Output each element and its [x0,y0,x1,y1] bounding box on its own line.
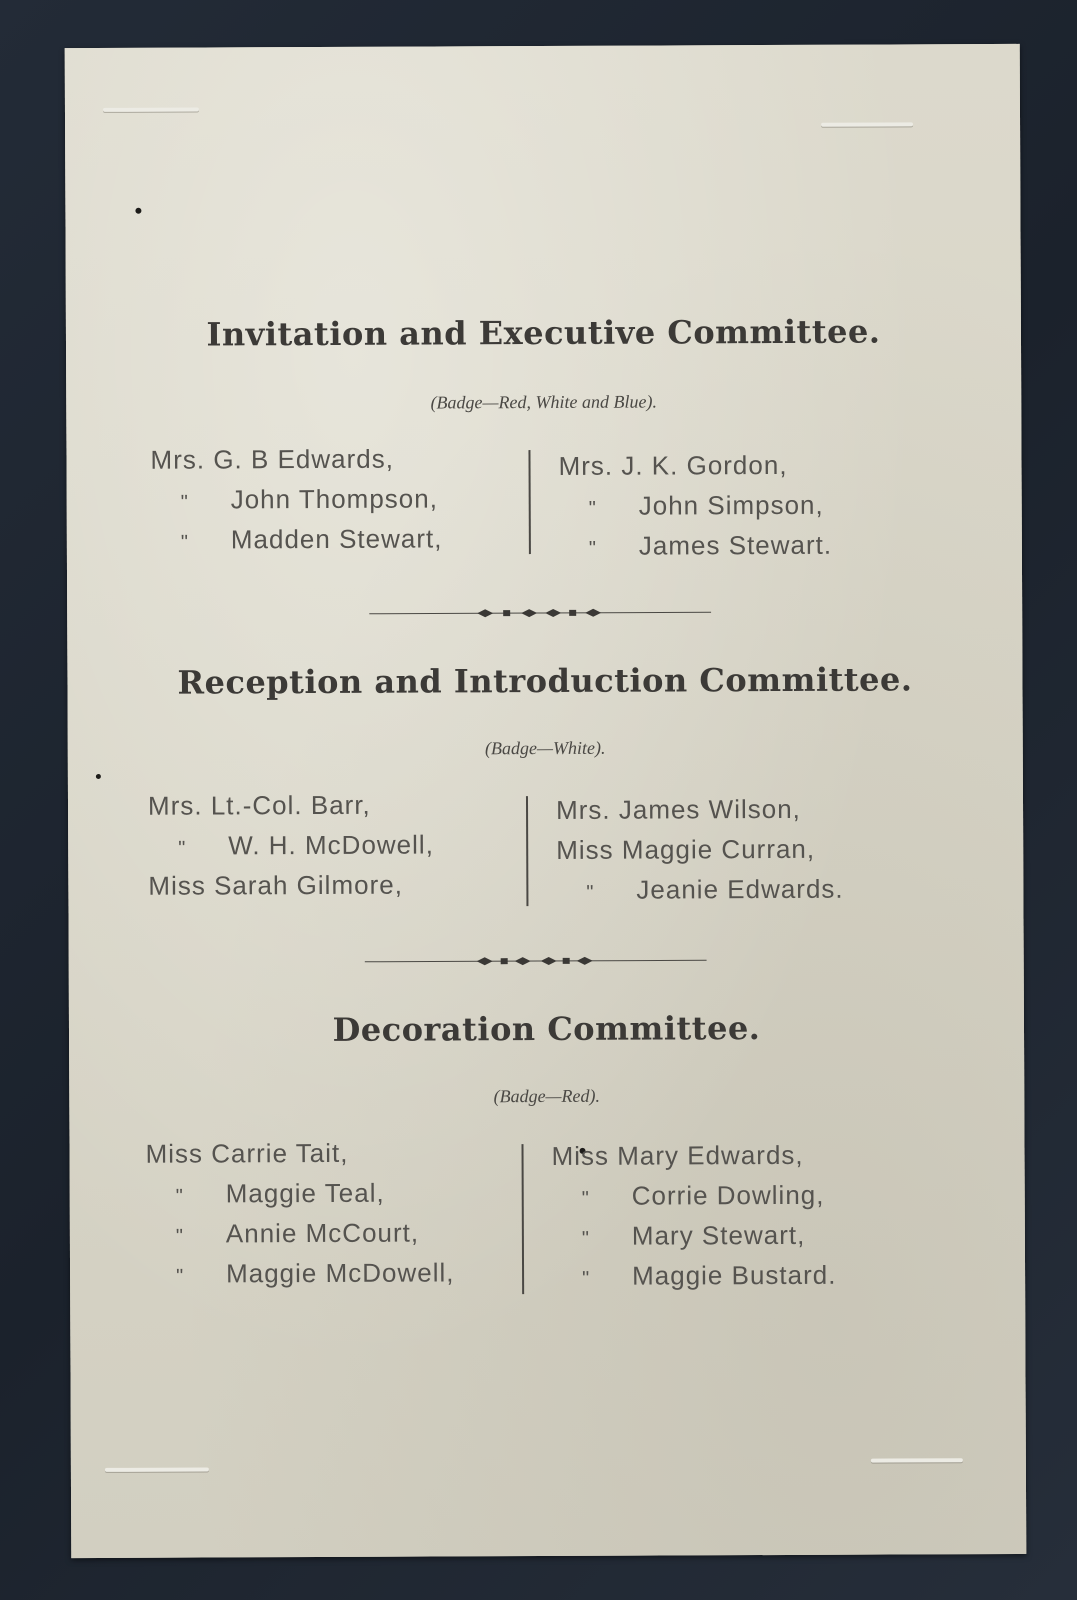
member-entry: " Maggie Bustard. [582,1259,837,1291]
member-entry: Mrs. Lt.-Col. Barr, [147,789,371,821]
member-list-invitation-right [558,445,832,566]
column-divider [521,1144,523,1294]
member-entry: Mrs. G. B Edwards, [150,443,394,475]
member-list-invitation-left [150,438,442,559]
section-title-invitation: Invitation and Executive Committee. [206,312,881,354]
member-list-decoration-left [145,1132,454,1293]
member-entry: Mrs. James Wilson, [555,793,801,825]
staple-top-right [821,122,913,126]
ornamental-divider [365,953,707,968]
member-list-reception-left [148,784,434,905]
member-entry: Miss Maggie Curran, [556,833,816,865]
member-entry: Miss Sarah Gilmore, [148,869,403,901]
member-entry: " Madden Stewart, [180,523,443,555]
column-divider [528,450,530,554]
badge-invitation: (Badge—Red, White and Blue). [430,391,658,413]
member-entry: " Mary Stewart, [581,1219,806,1251]
member-entry: " John Simpson, [588,489,824,521]
badge-reception: (Badge—White). [484,737,606,759]
member-entry: " Annie McCourt, [175,1217,420,1249]
member-entry: " James Stewart. [588,529,833,561]
column-divider [526,796,528,906]
staple-bottom-right [871,1458,963,1462]
staple-top-left [103,108,199,112]
member-entry: " John Thompson, [180,483,438,515]
ink-speck [96,774,101,779]
member-list-decoration-right [551,1135,836,1296]
member-entry: Mrs. J. K. Gordon, [558,449,788,481]
member-entry: Miss Carrie Tait, [145,1137,349,1169]
member-entry: " W. H. McDowell, [178,829,434,861]
ink-speck [135,208,141,214]
member-entry: " Maggie Teal, [175,1177,385,1209]
member-entry: " Maggie McDowell, [176,1257,455,1289]
ornamental-divider [369,605,711,620]
member-list-reception-right [556,789,844,910]
member-entry: " Jeanie Edwards. [586,873,844,905]
badge-decoration: (Badge—Red). [493,1085,601,1107]
member-entry: Miss Mary Edwards, [551,1139,804,1171]
committee-card [65,44,1027,1558]
section-title-decoration: Decoration Committee. [332,1009,761,1049]
section-title-reception: Reception and Introduction Committee. [177,660,913,702]
member-entry: " Corrie Dowling, [581,1179,825,1211]
staple-bottom-left [105,1467,209,1471]
